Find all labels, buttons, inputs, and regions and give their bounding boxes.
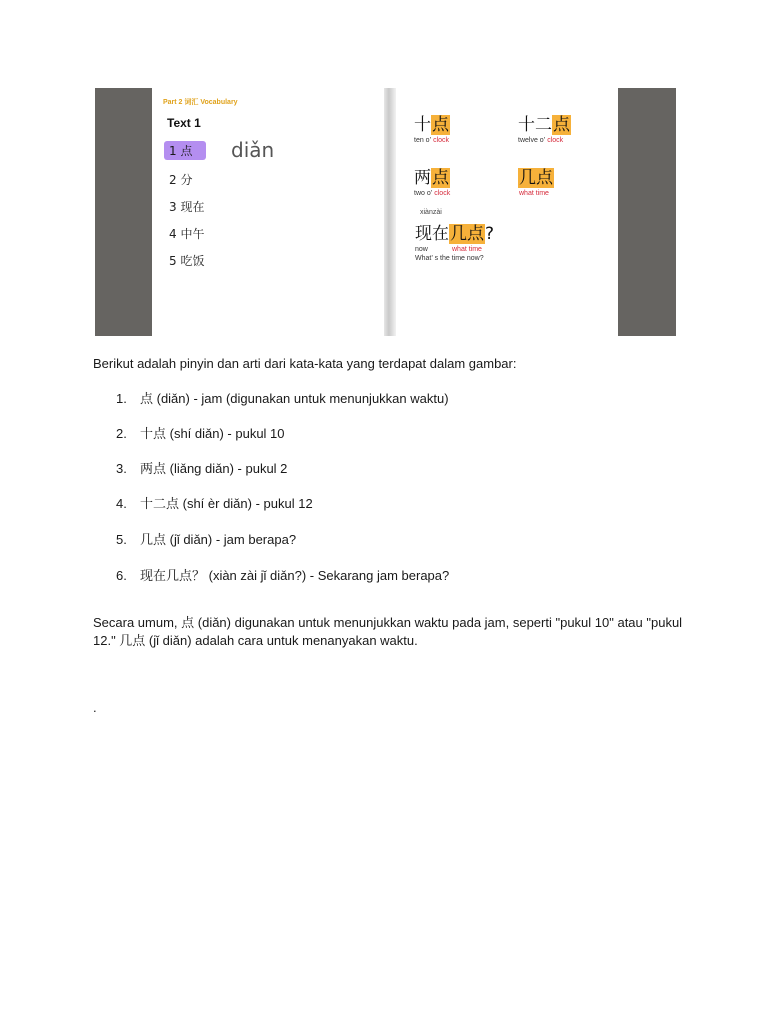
question-translation: What’ s the time now?	[415, 255, 484, 262]
trailing-period: .	[93, 700, 97, 715]
card-jidian-english	[519, 190, 549, 197]
question-gloss-now: now	[415, 246, 428, 253]
card-hanzi-post: ?	[485, 224, 495, 244]
card-liangdian-english	[414, 190, 450, 197]
part-heading: Part 2 词汇 Vocabulary	[163, 99, 238, 106]
card-hanzi-highlight: 几点	[450, 224, 484, 244]
list-number: 3.	[116, 461, 127, 476]
list-text: 两点 (liǎng diǎn) - pukul 2	[140, 461, 288, 476]
list-number: 6.	[116, 568, 127, 583]
question-pinyin: xiànzài	[420, 209, 442, 216]
question-gloss-what-time: what time	[452, 246, 482, 253]
vocab-item: 4 中午	[169, 227, 205, 241]
card-english-b: clock	[547, 137, 564, 144]
list-item	[116, 565, 449, 584]
card-shidian-english	[414, 137, 449, 144]
card-hanzi-highlight: 几点	[519, 168, 553, 188]
list-item	[116, 458, 287, 477]
list-number: 2.	[116, 426, 127, 441]
summary-paragraph: Secara umum, 点 (diǎn) digunakan untuk menunjukkan waktu pada jam, seperti "pukul 10" atau "pukul 12." 几点 (jǐ diǎn) adalah cara untuk menanyakan waktu.	[93, 615, 683, 648]
card-hanzi-highlight: 点	[432, 115, 449, 135]
card-hanzi: 现在	[415, 224, 449, 244]
list-item	[116, 388, 449, 407]
list-number: 1.	[116, 391, 127, 406]
card-english-b: clock	[433, 137, 450, 144]
list-item	[116, 493, 313, 512]
image-border-right	[618, 88, 676, 336]
list-item	[116, 529, 296, 548]
card-hanzi: 十	[414, 115, 431, 135]
textbook-image	[95, 88, 676, 336]
list-text: 十二点 (shí èr diǎn) - pukul 12	[140, 496, 313, 511]
book-spine	[384, 88, 396, 336]
list-text: 十点 (shí diǎn) - pukul 10	[140, 426, 285, 441]
list-text: 现在几点？ (xiàn zài jǐ diǎn?) - Sekarang jam berapa?	[140, 568, 450, 583]
vocab-item: 2 分	[169, 173, 193, 187]
card-hanzi: 十二	[518, 115, 552, 135]
vocab-item: 3 现在	[169, 200, 205, 214]
card-question	[415, 219, 494, 244]
list-item	[116, 423, 285, 442]
pinyin-display: diǎn	[231, 138, 275, 162]
list-number: 5.	[116, 532, 127, 547]
card-hanzi: 两	[414, 168, 431, 188]
text-heading: Text 1	[167, 116, 201, 130]
vocab-item: 5 吃饭	[169, 254, 205, 268]
card-english: what time	[519, 190, 549, 197]
list-number: 4.	[116, 496, 127, 511]
card-english-a: ten o’	[414, 137, 432, 144]
card-hanzi-highlight: 点	[553, 115, 570, 135]
card-liangdian	[414, 163, 450, 188]
card-jidian	[518, 163, 554, 188]
card-english-a: twelve o’	[518, 137, 546, 144]
intro-paragraph: Berikut adalah pinyin dan arti dari kata-kata yang terdapat dalam gambar:	[93, 356, 517, 371]
card-hanzi-highlight: 点	[432, 168, 449, 188]
card-shidian	[414, 110, 450, 135]
card-english-b: clock	[434, 190, 451, 197]
vocab-item: 1 点	[164, 141, 206, 160]
card-english-a: two o’	[414, 190, 433, 197]
list-text: 几点 (jǐ diǎn) - jam berapa?	[140, 532, 297, 547]
card-shierdian-english	[518, 137, 563, 144]
list-text: 点 (diǎn) - jam (digunakan untuk menunjukkan waktu)	[140, 391, 449, 406]
image-border-left	[95, 88, 152, 336]
card-shierdian	[518, 110, 571, 135]
